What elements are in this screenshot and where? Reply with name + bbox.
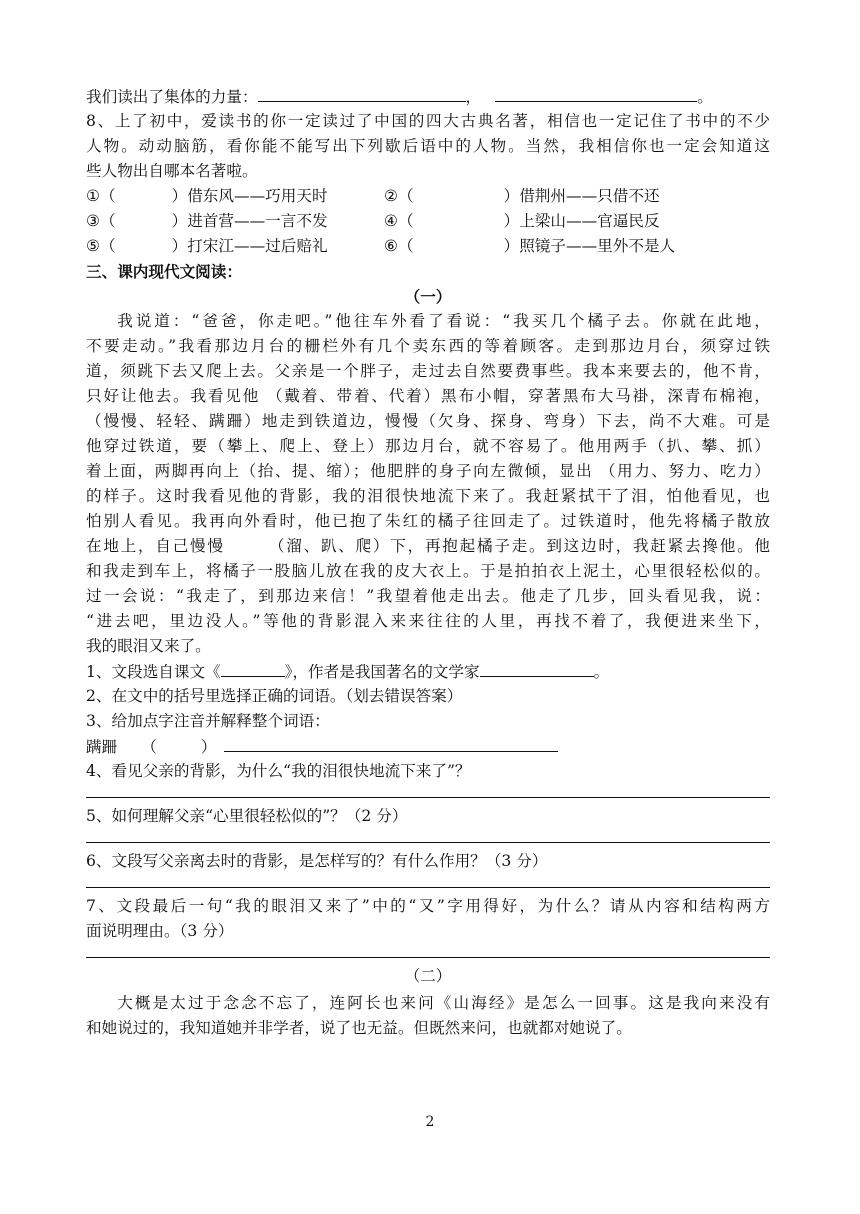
answer-blank[interactable]: [495, 84, 697, 102]
passage-line: 着上面，两脚再向上（抬、提、缩）；他肥胖的身子向左微倾，显出 （用力、努力、吃力）: [86, 462, 770, 480]
title-blank[interactable]: [221, 659, 285, 677]
section-heading: 三、课内现代文阅读：: [86, 262, 242, 281]
question-7-line: 面说明理由。（3 分）: [86, 922, 234, 940]
passage-line: 的样子。这时我看见他的背影，我的泪很快地流下来了。我赶紧拭干了泪，怕他看见，也: [86, 487, 770, 505]
passage-line: 和我走到车上，将橘子一股脑儿放在我的皮大衣上。于是拍拍衣上泥土，心里很轻松似的。: [86, 562, 770, 580]
q8-line: 些人物出自哪本名著啦。: [86, 162, 258, 180]
collective-line: [86, 84, 770, 109]
passage-1: [86, 309, 770, 659]
q8-options: [86, 184, 770, 259]
author-blank[interactable]: [480, 659, 594, 677]
question-3: 3、给加点字注音并解释整个词语：: [86, 712, 330, 730]
answer-line[interactable]: [86, 841, 770, 843]
passage-2-line: 大概是太过于念念不忘了，连阿长也来问《山海经》是怎么一回事。这是我向来没有: [117, 994, 770, 1012]
answer-blank[interactable]: [258, 84, 466, 102]
answer-line[interactable]: [86, 956, 770, 958]
question-2: 2、在文中的括号里选择正确的词语。（划去错误答案）: [86, 687, 463, 705]
passage-line: 他穿过铁道，要（攀上、爬上、登上）那边月台，就不容易了。他用两手（扒、攀、抓）: [86, 437, 770, 455]
collective-text: 我们读出了集体的力量：: [86, 88, 258, 106]
part1-title: （一）: [404, 287, 452, 306]
passage-line: 只好让他去。我看见他 （戴着、带着、代着）黑布小帽，穿著黑布大马褂，深青布棉袍，: [86, 387, 770, 405]
end-mark: 。: [697, 88, 713, 106]
question-6: 6、文段写父亲离去时的背影，是怎样写的？有什么作用？（3 分）: [86, 852, 548, 870]
question-1: 1、文段选自课文《 》，作者是我国著名的文学家 。: [86, 659, 770, 684]
passage-line: “进去吧，里边没人。”等他的背影混入来来往往的人里，再找不着了，我便进来坐下，: [86, 612, 770, 630]
option-item: ④（ ）上梁山——官逼民反: [384, 212, 660, 230]
passage-line: 不要走动。”我看那边月台的栅栏外有几个卖东西的等着顾客。走到那边月台，须穿过铁: [86, 337, 770, 355]
option-item: ②（ ）借荆州——只借不还: [384, 187, 660, 205]
separator: ，: [465, 88, 482, 106]
q8-line: 人物。动动脑筋，看你能不能写出下列歇后语中的人物。当然，我相信你也一定会知道这: [86, 137, 770, 155]
passage-line: 在地上，自己慢慢 （溜、趴、爬）下，再抱起橘子走。到这边时，我赶紧去搀他。他: [86, 537, 770, 555]
exam-page: [86, 84, 770, 1041]
passage-line: 我说道：“爸爸，你走吧。”他往车外看了看说：“我买几个橘子去。你就在此地，: [117, 312, 770, 330]
part2-title: （二）: [404, 967, 452, 985]
option-item: ⑤（ ）打宋江——过后赔礼: [86, 237, 328, 255]
passage-line: （慢慢、轻轻、蹒跚）地走到铁道边，慢慢（欠身、探身、弯身）下去，尚不大难。可是: [86, 412, 770, 430]
passage-2-line: 和她说过的，我知道她并非学者，说了也无益。但既然来问，也就都对她说了。: [86, 1019, 632, 1037]
option-item: ①（ ）借东风——巧用天时: [86, 187, 328, 205]
question-4: 4、看见父亲的背影，为什么“我的泪很快地流下来了”？: [86, 762, 471, 780]
answer-line[interactable]: [86, 886, 770, 888]
page-number: 2: [425, 1114, 435, 1130]
option-item: ③（ ）进首营——一言不发: [86, 212, 328, 230]
passage-line: 我的眼泪又来了。: [86, 637, 211, 655]
q8-line: 8、上了初中，爱读书的你一定读过了中国的四大古典名著，相信也一定记住了书中的不少: [86, 112, 770, 130]
question-3-answer: 蹒跚 （ ）: [86, 734, 770, 759]
question-5: 5、如何理解父亲“心里很轻松似的”？（2 分）: [86, 807, 408, 825]
option-item: ⑥（ ）照镜子——里外不是人: [384, 237, 676, 255]
answer-line[interactable]: [86, 796, 770, 798]
passage-line: 过一会说：“我走了，到那边来信！”我望着他走出去。他走了几步，回头看见我，说：: [86, 587, 770, 605]
passage-line: 道，须跳下去又爬上去。父亲是一个胖子，走过去自然要费事些。我本来要去的，他不肯，: [86, 362, 770, 380]
passage-line: 怕别人看见。我再向外看时，他已抱了朱红的橘子往回走了。过铁道时，他先将橘子散放: [86, 512, 770, 530]
explain-blank[interactable]: [224, 734, 558, 752]
question-7-line: 7、文段最后一句“我的眼泪又来了”中的“又”字用得好，为什么？请从内容和结构两方: [86, 897, 770, 915]
